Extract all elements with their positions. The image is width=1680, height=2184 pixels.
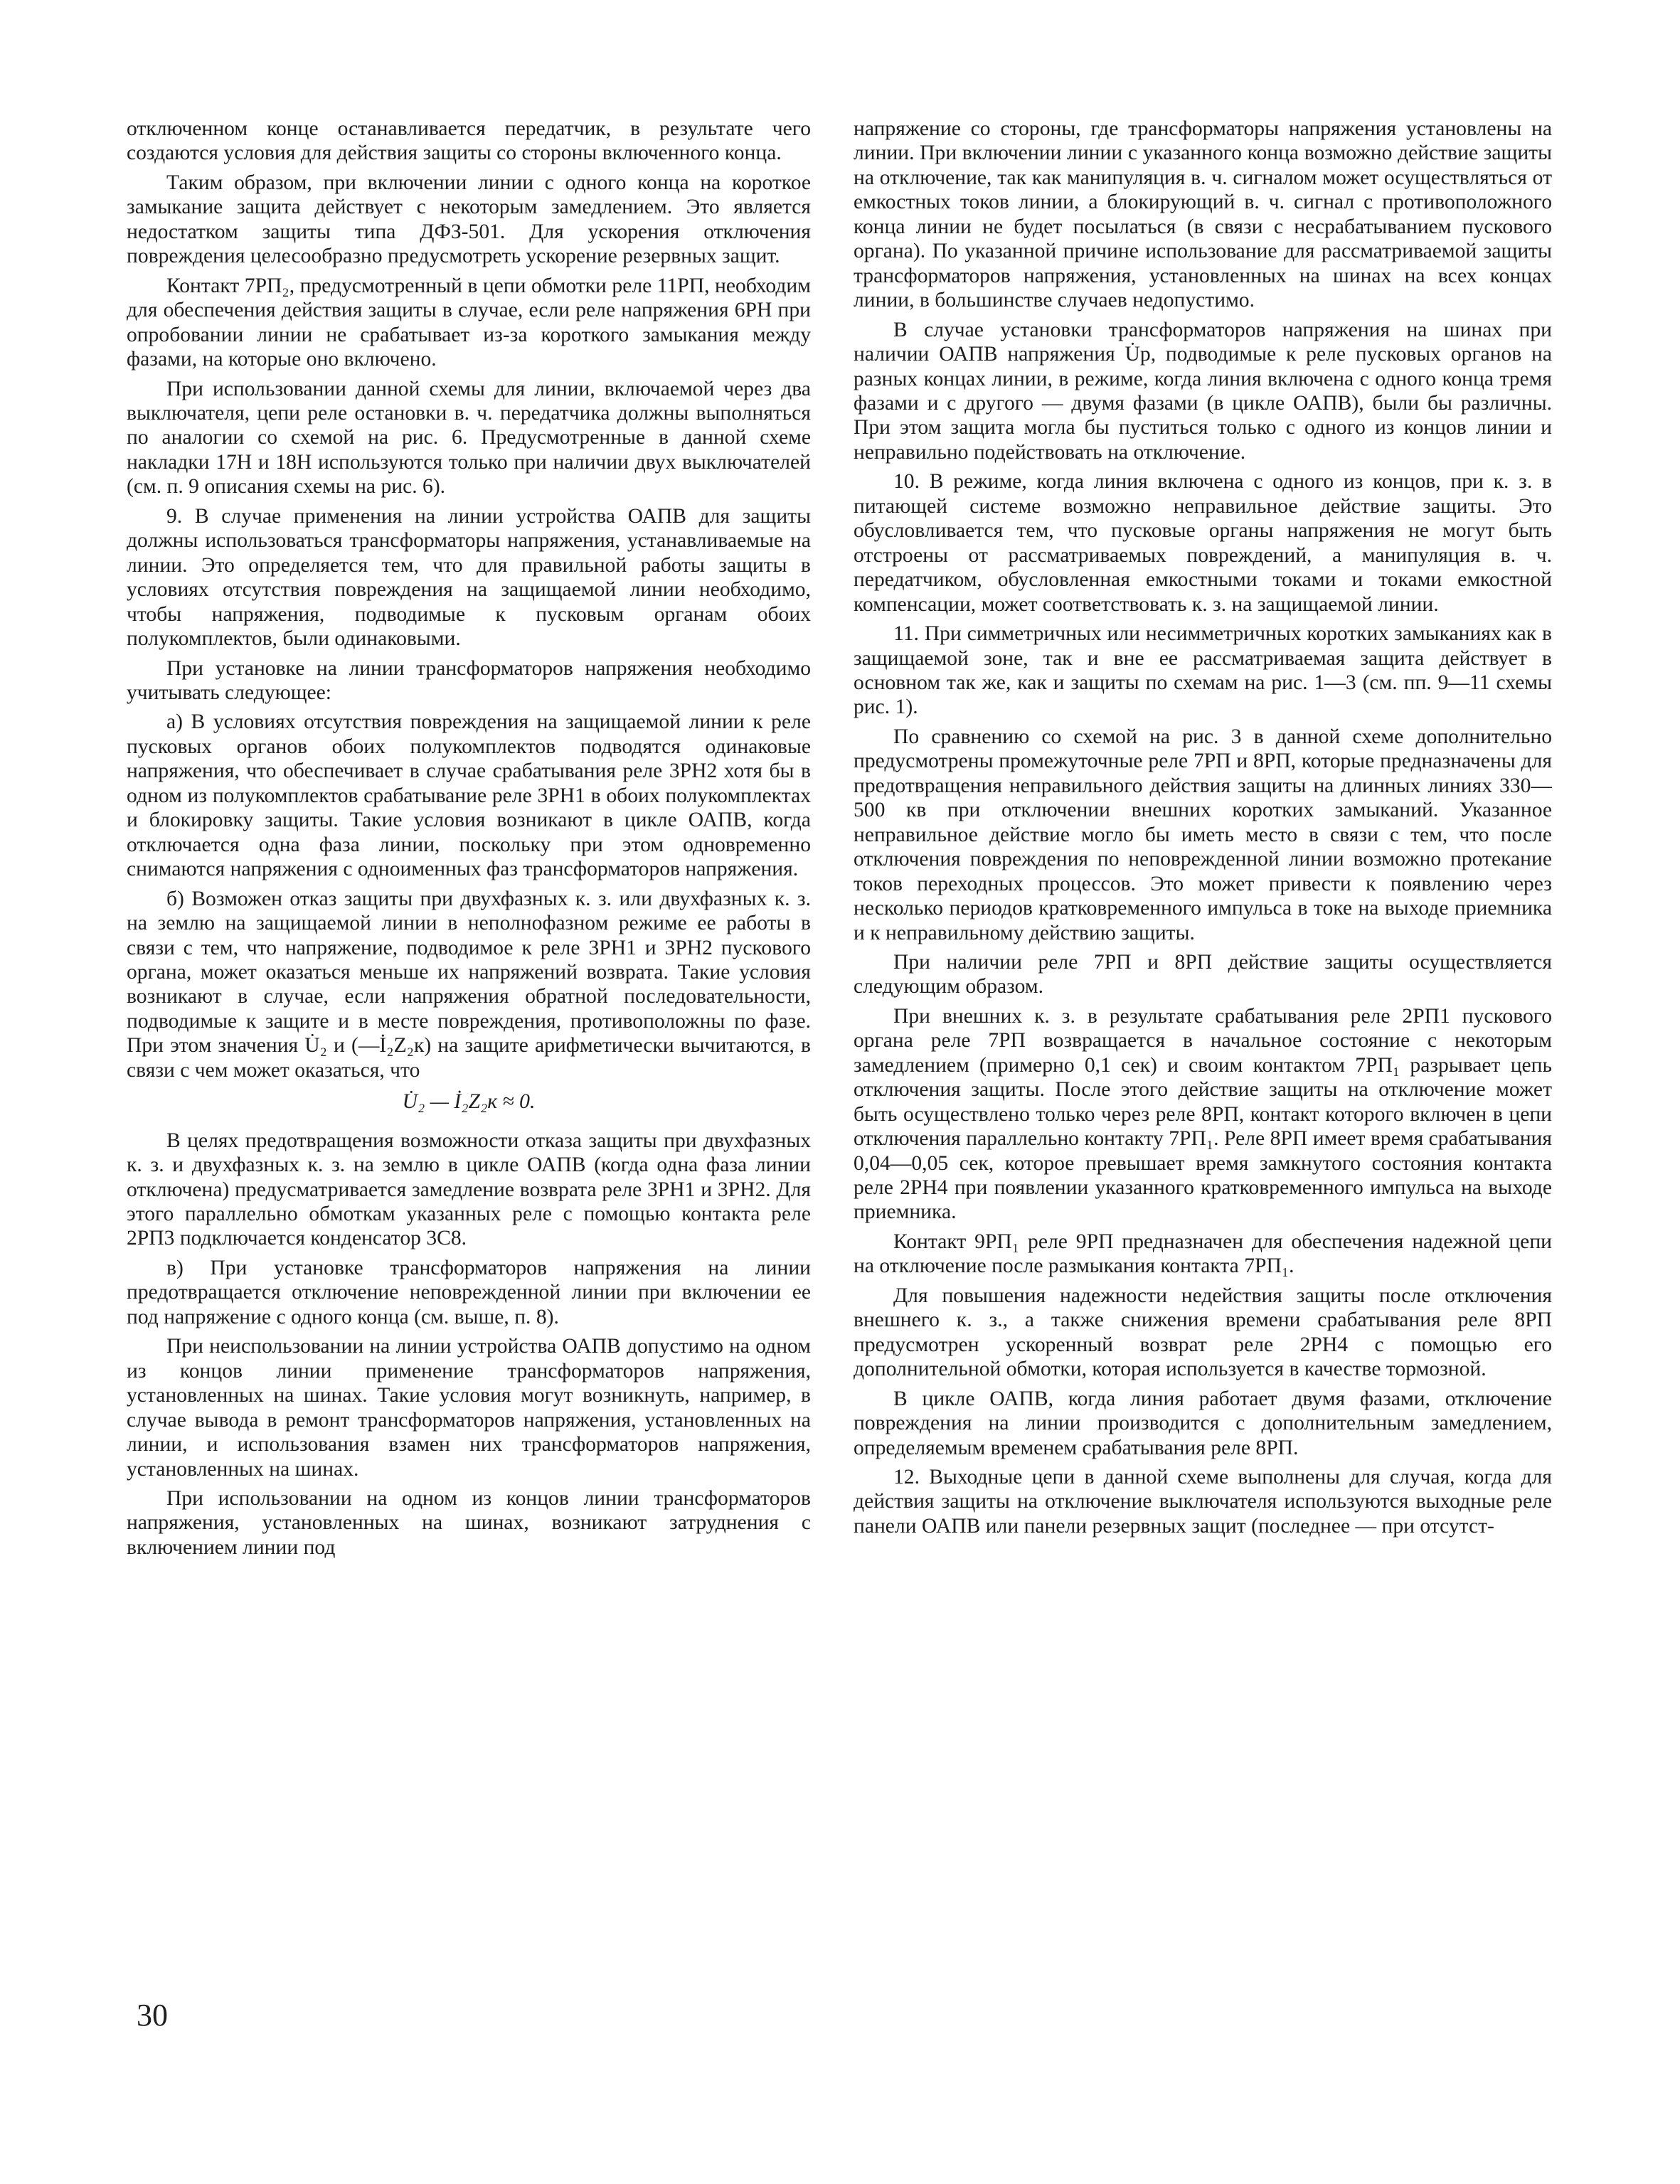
paragraph: В случае установки трансформаторов напряжения на шинах при наличии ОАПВ напряжения U̇р, подводимые к реле пусковых органов на разных концах линии, в режиме, когда линия включена с одного конца тремя фазами и с другого — двумя фазами (в цикле ОАПВ), были бы различны. При этом защита могла бы пуститься только с одного из концов линии и неправильно подействовать на отключение. <box>854 318 1552 464</box>
page-number: 30 <box>137 1998 168 2033</box>
paragraph: При использовании данной схемы для линии, включаемой через два выключателя, цепи реле остановки в. ч. передатчика должны выполняться по аналогии со схемой на рис. 6. Предусмотренные в данной схеме накладки 17Н и 18Н используются только при наличии двух выключателей (см. п. 9 описания схемы на рис. 6). <box>127 377 811 499</box>
paragraph: Для повышения надежности недействия защиты после отключения внешнего к. з., а также снижения времени срабатывания реле 8РП предусмотрен ускоренный возврат реле 2РН4 с помощью его дополнительной обмотки, которая используется в качестве тормозной. <box>854 1284 1552 1381</box>
paragraph: 11. При симметричных или несимметричных коротких замыканиях как в защищаемой зоне, так и вне ее рассматриваемая защита действует в основном так же, как и защиты по схемам на рис. 1—3 (см. пп. 9—11 схемы рис. 1). <box>854 622 1552 719</box>
paragraph: 10. В режиме, когда линия включена с одного из концов, при к. з. в питающей системе возможно неправильное действие защиты. Это обусловливается тем, что пусковые органы напряжения не могут быть отстроены от рассматриваемых повреждений, а манипуляция в. ч. передатчиком, обусловленная емкостными токами и токами емкостной компенсации, может соответствовать к. з. на защищаемой линии. <box>854 470 1552 616</box>
paragraph: б) Возможен отказ защиты при двухфазных к. з. или двухфазных к. з. на землю на защищаемой линии в неполнофазном режиме ее работы в связи с тем, что напряжение, подводимое к реле 3РН1 и 3РН2 пускового органа, может оказаться меньше их напряжений возврата. Такие условия возникают в случае, если напряжения обратной последовательности, подводимые к защите и в месте повреждения, противоположны по фазе. При этом значения U̇₂ и (—İ₂Z₂к) на защите арифметически вычитаются, в связи с чем может оказаться, что <box>127 887 811 1082</box>
paragraph: При использовании на одном из концов линии трансформаторов напряжения, установленных на шинах, возникают затруднения с включением линии под <box>127 1487 811 1559</box>
paragraph: В целях предотвращения возможности отказа защиты при двухфазных к. з. и двухфазных к. з. на землю в цикле ОАПВ (когда одна фаза линии отключена) предусматривается замедление возврата реле 3РН1 и 3РН2. Для этого параллельно обмоткам указанных реле с помощью контакта реле 2РП3 подключается конденсатор 3С8. <box>127 1129 811 1250</box>
paragraph: При неиспользовании на линии устройства ОАПВ допустимо на одном из концов линии применение трансформаторов напряжения, установленных на шинах. Такие условия могут возникнуть, например, в случае вывода в ремонт трансформаторов напряжения, установленных на линии, и использования взамен них трансформаторов напряжения, установленных на шинах. <box>127 1335 811 1481</box>
right-column <box>854 117 1552 1994</box>
left-column <box>127 117 811 1994</box>
formula: U̇₂ — İ₂Z₂к ≈ 0. <box>402 1090 536 1114</box>
paragraph: Контакт 7РП₂, предусмотренный в цепи обмотки реле 11РП, необходим для обеспечения действия защиты в случае, если реле напряжения 6РН при опробовании линии не срабатывает из-за короткого замыкания между фазами, на которые оно включено. <box>127 274 811 371</box>
paragraph: 9. В случае применения на линии устройства ОАПВ для защиты должны использоваться трансформаторы напряжения, устанавливаемые на линии. Это определяется тем, что для правильной работы защиты в условиях отсутствия повреждения на защищаемой линии необходимо, чтобы напряжения, подводимые к пусковым органам обоих полукомплектов, были одинаковыми. <box>127 504 811 651</box>
paragraph: При наличии реле 7РП и 8РП действие защиты осуществляется следующим образом. <box>854 950 1552 998</box>
paragraph: Таким образом, при включении линии с одного конца на короткое замыкание защита действует с некоторым замедлением. Это является недостатком защиты типа ДФЗ-501. Для ускорения отключения повреждения целесообразно предусмотреть ускорение резервных защит. <box>127 171 811 268</box>
paragraph: отключенном конце останавливается передатчик, в результате чего создаются условия для действия защиты со стороны включенного конца. <box>127 117 811 165</box>
paragraph: При установке на линии трансформаторов напряжения необходимо учитывать следующее: <box>127 656 811 704</box>
paragraph: 12. Выходные цепи в данной схеме выполнены для случая, когда для действия защиты на отключение выключателя используются выходные реле панели ОАПВ или панели резервных защит (последнее — при отсутст- <box>854 1466 1552 1538</box>
paragraph: а) В условиях отсутствия повреждения на защищаемой линии к реле пусковых органов обоих полукомплектов подводятся одинаковые напряжения, что обеспечивает в случае срабатывания реле 3РН2 хотя бы в одном из полукомплектов срабатывание реле 3РН1 в обоих полукомплектах и блокировку защиты. Такие условия возникают в цикле ОАПВ, когда отключается одна фаза линии, поскольку при этом одновременно снимаются напряжения с одноименных фаз трансформаторов напряжения. <box>127 710 811 881</box>
paragraph: При внешних к. з. в результате срабатывания реле 2РП1 пускового органа реле 7РП возвращается в начальное состояние с некоторым замедлением (примерно 0,1 сек) и своим контактом 7РП₁ разрывает цепь отключения защиты. После этого действие защиты на отключение может быть осуществлено только через реле 8РП, контакт которого включен в цепи отключения параллельно контакту 7РП₁. Реле 8РП имеет время срабатывания 0,04—0,05 сек, которое превышает время замкнутого состояния контакта реле 2РН4 при появлении указанного кратковременного импульса на выходе приемника. <box>854 1004 1552 1224</box>
paragraph: В цикле ОАПВ, когда линия работает двумя фазами, отключение повреждения на линии производится с дополнительным замедлением, определяемым временем срабатывания реле 8РП. <box>854 1387 1552 1459</box>
paragraph: Контакт 9РП₁ реле 9РП предназначен для обеспечения надежной цепи на отключение после размыкания контакта 7РП₁. <box>854 1230 1552 1278</box>
paragraph: По сравнению со схемой на рис. 3 в данной схеме дополнительно предусмотрены промежуточные реле 7РП и 8РП, которые предназначены для предотвращения неправильного действия защиты на длинных линиях 330—500 кв при отключении внешних коротких замыканий. Указанное неправильное действие могло бы иметь место в связи с тем, что после отключения повреждения по неповрежденной линии возможно протекание токов переходных процессов. Это может привести к появлению через несколько периодов кратковременного импульса в токе на выходе приемника и к неправильному действию защиты. <box>854 725 1552 944</box>
paragraph: напряжение со стороны, где трансформаторы напряжения установлены на линии. При включении линии с указанного конца возможно действие защиты на отключение, так как манипуляция в. ч. сигналом может осуществляться от емкостных токов линии, а блокирующий в. ч. сигнал с противоположного конца линии не будет посылаться (в связи с несрабатыванием пускового органа). По указанной причине использование для рассматриваемой защиты трансформаторов напряжения, установленных на шинах на всех концах линии, в большинстве случаев недопустимо. <box>854 117 1552 312</box>
paragraph: в) При установке трансформаторов напряжения на линии предотвращается отключение неповрежденной линии при включении ее под напряжение с одного конца (см. выше, п. 8). <box>127 1256 811 1328</box>
